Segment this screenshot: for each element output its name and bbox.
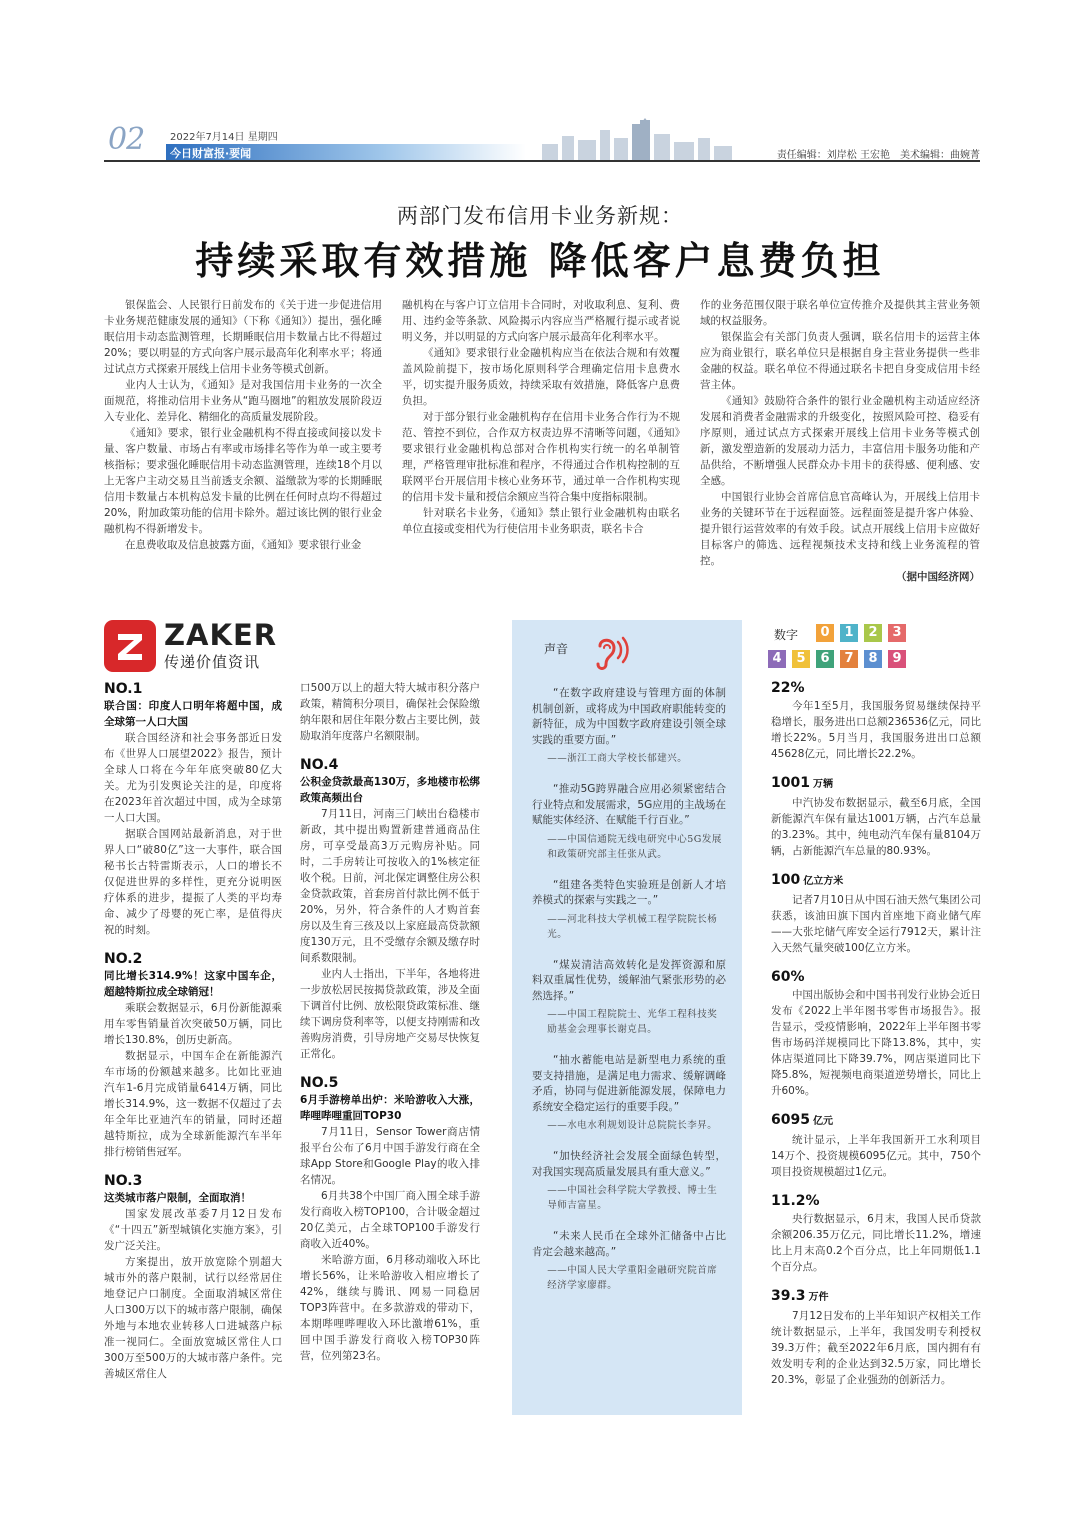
- news-headline: 公积金贷款最高130万，多地楼市松绑政策高频出台: [300, 776, 480, 804]
- stat-text: 中汽协发布数据显示，截至6月底，全国新能源汽车保有量达1001万辆，占汽车总量的3.23%。其中，纯电动汽车保有量8104万辆，占新能源汽车总量的80.93%。: [771, 797, 981, 857]
- news-column-2: [300, 680, 480, 1420]
- news-paragraph: 7月11日，河南三门峡出台稳楼市新政，其中提出购置新建普通商品住房，可享受最高3万元购房补贴。同时，二手房转让可按收入的1%核定征收个税。日前，河北保定调整住房公积金贷款政策，首套房首付款比例不低于20%，另外，符合条件的人才购首套房以及生育三孩及以上家庭最高贷款额度130万元，且不受缴存余额及缴存时间系数限制。: [300, 808, 480, 964]
- article-paragraph: 在息费收取及信息披露方面，《通知》要求银行业金: [125, 539, 362, 551]
- masthead: [104, 118, 980, 162]
- digit-tile: 2: [864, 624, 882, 642]
- quote-source: ——河北科技大学机械工程学院院长杨光。: [547, 913, 718, 940]
- quote-source: ——中国信通院无线电研究中心5G发展和政策研究部主任张从武。: [547, 833, 722, 860]
- headline-title: 持续采取有效措施 降低客户息费负担: [195, 238, 885, 283]
- news-paragraph: 7月11日，Sensor Tower商店情报平台公布了6月中国手游发行商在全球App Store和Google Play的收入排名情况。: [300, 1126, 480, 1186]
- ear-sound-icon: [582, 632, 632, 680]
- stat-value: 6095: [771, 1112, 810, 1128]
- news-paragraph: 联合国经济和社会事务部近日发布《世界人口展望2022》报告，预计全球人口将在今年年底突破80亿大关。尤为引发舆论关注的是，印度将在2023年首次超过中国，成为全球第一人口大国。: [104, 732, 282, 824]
- article-paragraph: 《通知》要求银行业金融机构应当在依法合规和有效覆盖风险前提下，按市场化原则科学合理确定信用卡息费水平，切实提升服务质效，持续采取有效措施，降低客户息费负担。: [402, 347, 680, 407]
- news-headline: 同比增长314.9%！这家中国车企，超越特斯拉成全球销冠！: [104, 970, 282, 998]
- stats-column: [771, 678, 981, 1388]
- quote-text: “煤炭清洁高效转化是发挥资源和原料双重属性优势，缓解油气紧张形势的必然选择。”: [532, 958, 726, 1002]
- quote-text: “抽水蓄能电站是新型电力系统的重要支持措施，是满足电力需求、缓解调峰矛盾，协同与促进新能源发展，保障电力系统安全稳定运行的重要手段。”: [532, 1054, 726, 1113]
- news-paragraph: 方案提出，放开放宽除个别超大城市外的落户限制，试行以经常居住地登记户口制度。全面取消城区常住人口300万以下的城市落户限制，确保外地与本地农业转移人口进城落户标准一视同仁。全面放宽城区常住人口300万至500万的大城市落户条件。完善城区常住人: [104, 1256, 282, 1380]
- article-paragraph: 作的业务范围仅限于联名单位宣传推介及提供其主营业务领域的权益服务。: [700, 299, 980, 327]
- news-paragraph: 业内人士指出，下半年，各地将进一步放松居民按揭贷款政策，涉及全面下调首付比例、放松限贷政策标准、继续下调房贷利率等，以便支持刚需和改善购房消费，引导房地产交易尽快恢复正常化。: [300, 968, 480, 1060]
- stat-text: 中国出版协会和中国书刊发行业协会近日发布《2022上半年图书零售市场报告》。报告显示，受疫情影响，2022年上半年图书零售市场码洋规模同比下降13.8%，其中，实体店渠道同比下降39.7%，网店渠道同比下降5.8%，短视频电商渠道逆势增长，同比上升60%。: [771, 989, 981, 1097]
- stat-value: 1001: [771, 775, 810, 791]
- quote-source: ——水电水利规划设计总院院长李昇。: [547, 1120, 718, 1131]
- stat-value: 100: [771, 872, 801, 888]
- stat-unit: 亿立方米: [803, 876, 844, 887]
- quote-source: ——中国工程院院士、光华工程科技奖励基金会理事长谢克昌。: [547, 1009, 718, 1035]
- stat-text: 记者7月10日从中国石油天然气集团公司获悉，该油田旗下国内首座地下商业储气库——大张坨储气库安全运行7912天，累计注入天然气量突破100亿立方米。: [771, 894, 981, 954]
- stat-value: 39.3: [771, 1288, 806, 1304]
- zaker-tagline: 传递价值资讯: [164, 653, 261, 671]
- stat-figure: [771, 870, 981, 892]
- zaker-wordmark: ZAKER: [164, 618, 278, 652]
- voice-label: 声音: [544, 642, 569, 656]
- quote-text: “未来人民币在全球外汇储备中占比肯定会越来越高。”: [532, 1230, 726, 1258]
- stat-figure: [771, 678, 981, 698]
- article-credit: （据中国经济网）: [896, 571, 980, 583]
- article-paragraph: 银保监会、人民银行日前发布的《关于进一步促进信用卡业务规范健康发展的通知》（下称《通知》）提出，强化睡眠信用卡动态监测管理，长期睡眠信用卡数量占比不得超过20%；要以明显的方式向客户展示最高年化利率水平；将通过试点方式探索开展线上信用卡业务等模式创新。: [104, 299, 382, 375]
- zaker-brand: [104, 618, 276, 674]
- headline-subtitle: 两部门发布信用卡业务新规：: [397, 204, 683, 228]
- article-paragraph: 《通知》要求，银行业金融机构不得直接或间接以发卡量、客户数量、市场占有率或市场排名等作为单一或主要考核指标；要求强化睡眠信用卡动态监测管理，连续18个月以上无客户主动交易且当前透支余额、溢缴款为零的长期睡眠信用卡数量占本机构总发卡量的比例在任何时点均不得超过20%，附加政策功能的信用卡除外。超过该比例的银行业金融机构不得新增发卡。: [104, 427, 382, 535]
- stat-unit: 万件: [808, 1292, 829, 1303]
- quote-text: “推动5G跨界融合应用必须紧密结合行业特点和发展需求，5G应用的主战场在赋能实体经济、在赋能千行百业。”: [532, 783, 726, 826]
- digit-tile: 5: [792, 650, 810, 668]
- news-paragraph: 乘联会数据显示，6月份新能源乘用车零售销量首次突破50万辆，同比增长130.8%，创历史新高。: [104, 1002, 282, 1046]
- stat-text: 今年1至5月，我国服务贸易继续保持平稳增长，服务进出口总额236536亿元，同比增长22%。5月当月，我国服务进出口总额45628亿元，同比增长22.2%。: [771, 700, 981, 760]
- news-number: NO.3: [104, 1173, 143, 1189]
- stat-figure: [771, 773, 981, 795]
- article-paragraph: 融机构在与客户订立信用卡合同时，对收取利息、复利、费用、违约金等条款、风险揭示内容应当严格履行提示或者说明义务，并以明显的方式向客户展示最高年化利率水平。: [402, 299, 680, 343]
- article-paragraph: 针对联名卡业务，《通知》禁止银行业金融机构由联名单位直接或变相代为行使信用卡业务职责，联名卡合: [402, 507, 680, 535]
- article-paragraph: 业内人士认为，《通知》是对我国信用卡业务的一次全面规范，将推动信用卡业务从“跑马圈地”的粗放发展阶段迈入专业化、差异化、精细化的高质量发展阶段。: [104, 379, 382, 423]
- digit-tile: 6: [816, 650, 834, 668]
- news-paragraph: 国家发展改革委7月12日发布《“十四五”新型城镇化实施方案》，引发广泛关注。: [104, 1208, 282, 1252]
- quote-source: ——中国社会科学院大学教授、博士生导师吉富星。: [547, 1185, 718, 1211]
- quote-text: “在数字政府建设与管理方面的体制机制创新，或将成为中国政府职能转变的新特征，成为中国数字政府建设引领全球实践的重要方面。”: [532, 687, 726, 746]
- digit-tile: 8: [864, 650, 882, 668]
- news-number: NO.5: [300, 1075, 339, 1091]
- digit-tile: 3: [888, 624, 906, 642]
- article-column-3: [700, 297, 980, 585]
- digit-tile: 1: [840, 624, 858, 642]
- voice-panel: [512, 620, 742, 1415]
- article-paragraph: 中国银行业协会首席信息官高峰认为，开展线上信用卡业务的关键环节在于远程面签。远程面签是提升客户体验、提升银行运营效率的有效手段。试点开展线上信用卡应做好目标客户的筛选、远程视频技术支持和线上业务流程的管控。: [700, 491, 980, 567]
- stat-value: 11.2%: [771, 1193, 820, 1209]
- news-number: NO.2: [104, 951, 143, 967]
- stat-figure: [771, 1191, 981, 1211]
- digits-label: 数字: [774, 628, 799, 642]
- article-paragraph: 银保监会有关部门负责人强调，联名信用卡的运营主体应为商业银行，联名单位只是根据自身主营业务提供一些非金融的权益。联名单位不得通过联名卡把自身变成信用卡经营主体。: [700, 331, 980, 391]
- skyline-illustration: [534, 118, 744, 162]
- stat-text: 统计显示，上半年我国新开工水利项目14万个、投资规模6095亿元。其中，750个项目投资规模超过1亿元。: [771, 1134, 981, 1178]
- stat-unit: 万辆: [812, 779, 833, 790]
- quote-text: “加快经济社会发展全面绿色转型，对我国实现高质量发展具有重大意义。”: [532, 1150, 726, 1178]
- article-paragraph: 《通知》鼓励符合条件的银行业金融机构主动适应经济发展和消费者金融需求的升级变化，按照风险可控、稳妥有序原则，通过试点方式探索开展线上信用卡业务等模式创新，激发塑造新的发展动力活力，丰富信用卡服务功能和产品供给，不断增强人民群众办卡用卡的获得感、便利感、安全感。: [700, 395, 980, 487]
- article-column-2: [402, 297, 680, 585]
- stat-unit: 亿元: [812, 1116, 833, 1127]
- stat-figure: [771, 967, 981, 987]
- issue-date: 2022年7月14日 星期四: [170, 132, 278, 143]
- article-paragraph: 对于部分银行业金融机构存在信用卡业务合作行为不规范、管控不到位，合作双方权责边界不清晰等问题，《通知》要求银行业金融机构总部对合作机构实行统一的名单制管理，严格管理审批标准和程序，不得通过合作机构控制的互联网平台开展信用卡核心业务环节，通过单一合作机构实现的信用卡发卡量和授信余额应当符合集中度指标限制。: [402, 411, 680, 503]
- voice-header: [532, 638, 726, 678]
- news-paragraph: 数据显示，中国车企在新能源汽车市场的份额越来越多。比如比亚迪汽车1-6月完成销量6414万辆，同比增长314.9%，这一数据不仅超过了去年全年比亚迪汽车的销量，同时还超越特斯拉，成为全球新能源汽车半年排行榜销售冠军。: [104, 1050, 282, 1158]
- news-paragraph: 口500万以上的超大特大城市积分落户政策，精简积分项目，确保社会保险缴纳年限和居住年限分数占主要比例，鼓励取消年度落户名额限制。: [300, 682, 480, 742]
- news-paragraph: 米哈游方面，6月移动端收入环比增长56%，让米哈游收入相应增长了42%，继续与腾讯、网易一同稳居TOP3阵营中。在多款游戏的带动下，本期哔哩哔哩收入环比激增61%，重回中国手游发行商收入榜TOP30阵营，位列第23名。: [300, 1254, 480, 1362]
- zaker-logo-icon: [104, 620, 156, 672]
- digit-tile: 9: [888, 650, 906, 668]
- stat-text: 央行数据显示，6月末，我国人民币贷款余额206.35万亿元，同比增长11.2%，增速比上月末高0.2个百分点，比上年同期低1.1个百分点。: [771, 1213, 981, 1273]
- quote-text: “组建各类特色实验班是创新人才培养模式的探索与实践之一。”: [532, 878, 726, 906]
- article-column-1: [104, 297, 382, 585]
- stat-figure: [771, 1110, 981, 1132]
- digits-badge: [766, 622, 916, 670]
- news-number: NO.4: [300, 757, 339, 773]
- stat-value: 60%: [771, 969, 805, 985]
- digit-tile: 7: [840, 650, 858, 668]
- news-number: NO.1: [104, 681, 143, 697]
- stat-value: 22%: [771, 680, 805, 696]
- news-headline: 6月手游榜单出炉：米哈游收入大涨，哔哩哔哩重回TOP30: [300, 1094, 480, 1122]
- paper-name: 今日财富报·要闻: [170, 147, 252, 160]
- digit-tile: 0: [816, 624, 834, 642]
- quote-source: ——中国人民大学重阳金融研究院首席经济学家廖群。: [547, 1265, 718, 1291]
- news-column-1: [104, 680, 282, 1420]
- quote-list: [532, 686, 726, 1293]
- news-paragraph: 据联合国网站最新消息，对于世界人口“破80亿”这一大事件，联合国秘书长古特雷斯表示，人口的增长不仅促进世界的多样性，更充分说明医疗体系的进步，提振了人类的平均寿命、减少了母婴的死亡率，是值得庆祝的时刻。: [104, 828, 282, 936]
- stat-text: 7月12日发布的上半年知识产权相关工作统计数据显示，上半年，我国发明专利授权39.3万件；截至2022年6月底，国内拥有有效发明专利的企业达到32.5万家，同比增长20.3%，彰显了企业强劲的创新活力。: [771, 1310, 981, 1386]
- editors-line: 责任编辑：刘岸松 王宏艳 美术编辑：曲婉菁: [776, 150, 980, 161]
- news-paragraph: 6月共38个中国厂商入围全球手游发行商收入榜TOP100，合计吸金超过20亿美元，占全球TOP100手游发行商收入近40%。: [300, 1190, 480, 1250]
- digit-tile: 4: [768, 650, 786, 668]
- stat-figure: [771, 1286, 981, 1308]
- page-number: 02: [108, 122, 145, 157]
- news-headline: 联合国：印度人口明年将超中国，成全球第一人口大国: [104, 700, 282, 728]
- quote-source: ——浙江工商大学校长郁建兴。: [547, 753, 688, 764]
- news-headline: 这类城市落户限制，全面取消！: [104, 1192, 251, 1204]
